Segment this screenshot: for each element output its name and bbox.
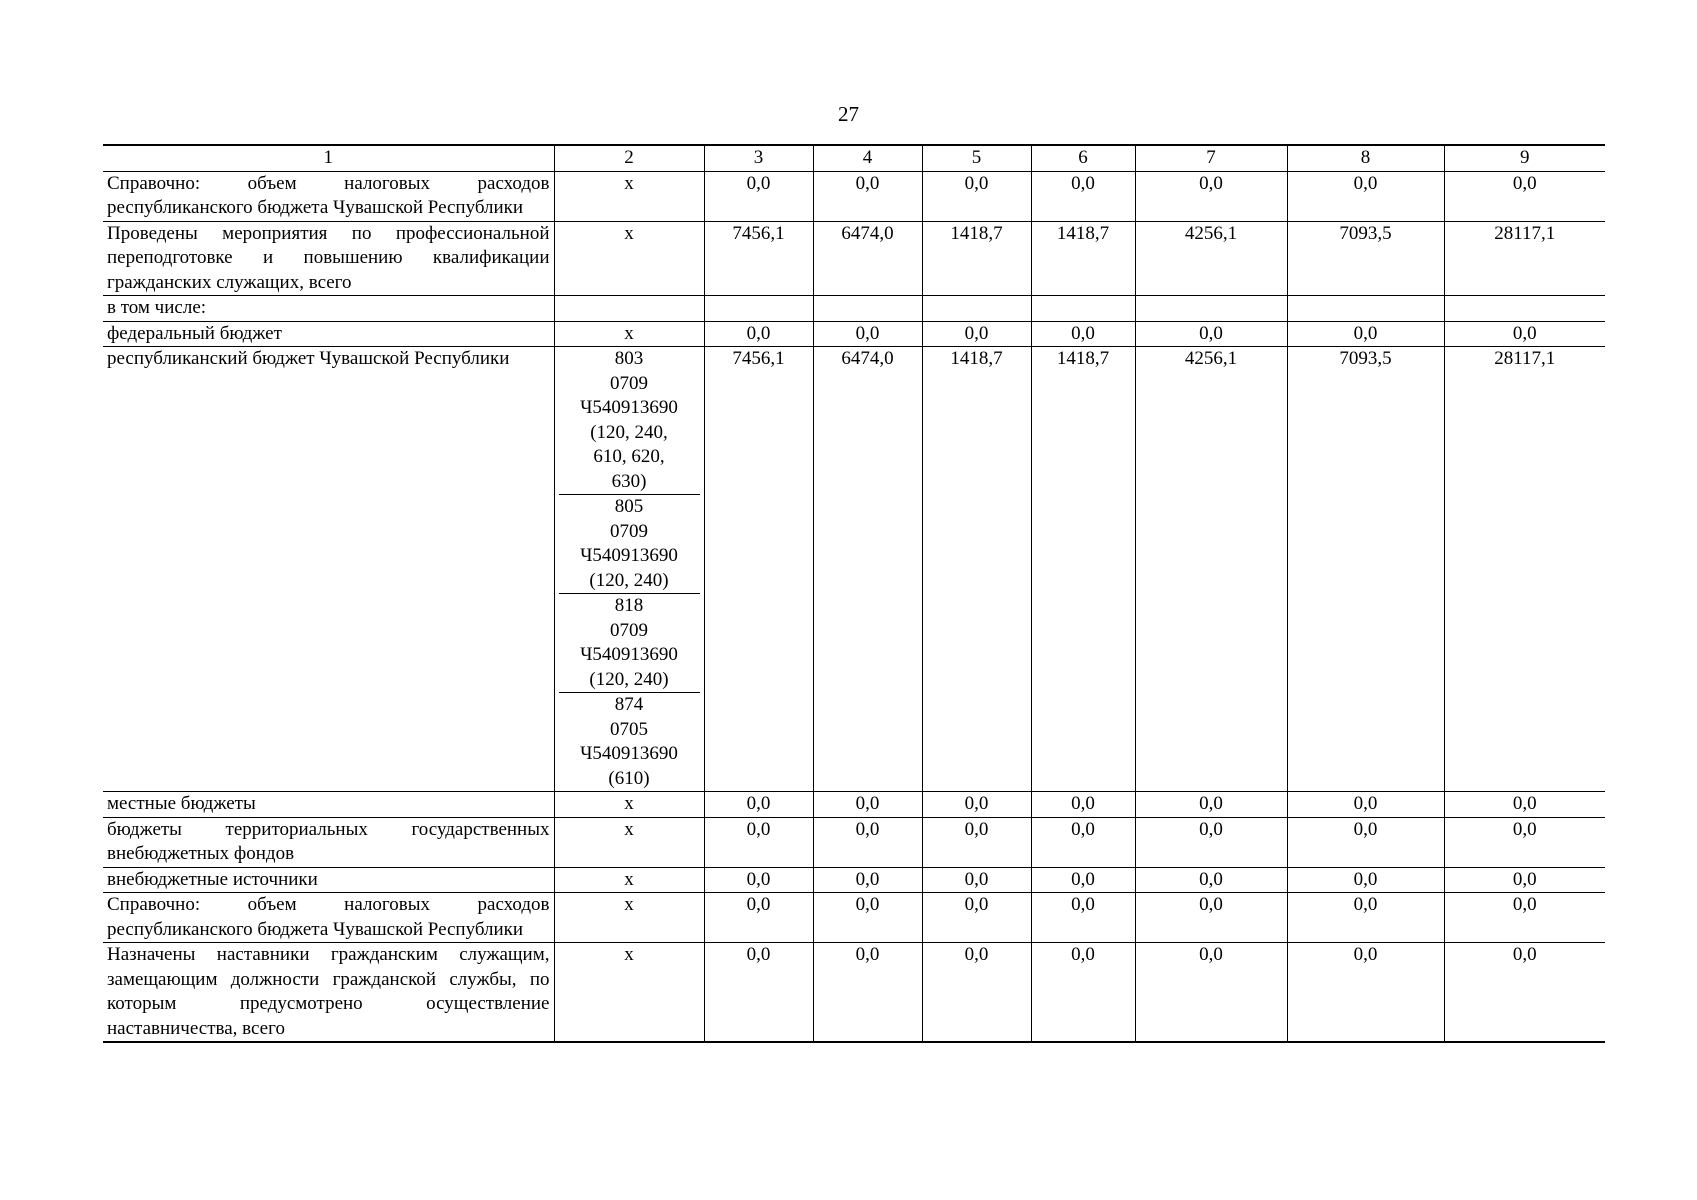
budget-code-line: 0709 [610,372,648,394]
value-cell: 0,0 [1031,817,1135,867]
value-cell: 0,0 [1135,792,1287,818]
page-number: 27 [838,102,859,126]
value-cell [704,296,813,322]
column-number: 5 [922,145,1031,171]
value-cell: 0,0 [1135,171,1287,221]
column-number: 7 [1135,145,1287,171]
value-cell: 28117,1 [1444,221,1605,296]
table-row [103,296,1605,322]
value-cell [1031,296,1135,322]
row-label: местные бюджеты [103,792,554,818]
value-cell: 0,0 [813,893,922,943]
table-row [103,943,1605,1043]
table-row [103,792,1605,818]
value-cell: 7456,1 [704,347,813,792]
value-cell [1287,296,1444,322]
budget-code-block [559,693,700,791]
budget-code: x [554,171,704,221]
value-cell: 0,0 [1031,893,1135,943]
value-cell: 0,0 [1287,943,1444,1043]
budget-code-line: Ч540913690 [580,644,678,665]
budget-code-line: 803 [614,348,644,369]
budget-code-line: 0709 [610,520,648,542]
table-row [103,321,1605,347]
column-number: 2 [554,145,704,171]
table-row [103,817,1605,867]
row-label: федеральный бюджет [103,321,554,347]
value-cell: 0,0 [1287,792,1444,818]
budget-code-line: 0705 [610,718,648,740]
value-cell: 7093,5 [1287,221,1444,296]
value-cell: 4256,1 [1135,347,1287,792]
budget-code-line: 805 [614,496,644,517]
row-label: бюджеты территориальных государственных внебюджетных фондов [103,817,554,867]
value-cell: 0,0 [704,817,813,867]
value-cell [813,296,922,322]
row-label: Проведены мероприятия по профессиональной переподготовке и повышению квалификации гражданских служащих, всего [103,221,554,296]
value-cell [1444,296,1605,322]
table-row [103,221,1605,296]
value-cell: 0,0 [813,171,922,221]
budget-code: x [554,867,704,893]
budget-code-block [559,594,700,693]
column-number: 4 [813,145,922,171]
value-cell: 7456,1 [704,221,813,296]
value-cell: 0,0 [704,321,813,347]
row-label: Назначены наставники гражданским служащим, замещающим должности гражданской службы, по которым предусмотрено осуществление наставничества, всего [103,943,554,1043]
value-cell: 0,0 [922,817,1031,867]
budget-code-line: 0709 [610,619,648,641]
column-number: 9 [1444,145,1605,171]
value-cell: 0,0 [1031,321,1135,347]
budget-code-line: (120, 240, [590,421,668,443]
row-label: в том числе: [103,296,554,322]
budget-code-line: Ч540913690 [580,743,678,764]
value-cell: 0,0 [1135,867,1287,893]
table-row [103,893,1605,943]
value-cell: 0,0 [704,171,813,221]
value-cell: 0,0 [1444,943,1605,1043]
value-cell: 0,0 [1031,867,1135,893]
column-number: 8 [1287,145,1444,171]
row-label: Справочно: объем налоговых расходов республиканского бюджета Чувашской Республики [103,893,554,943]
budget-code-line: (610) [608,767,650,789]
budget-code-line: 818 [614,595,644,616]
value-cell: 0,0 [922,792,1031,818]
budget-code [554,296,704,322]
budget-code-line: 630) [611,470,647,492]
table-row [103,867,1605,893]
value-cell: 1418,7 [1031,347,1135,792]
budget-code-block [559,347,700,495]
value-cell: 0,0 [922,867,1031,893]
budget-code-group [554,347,704,792]
value-cell: 0,0 [922,171,1031,221]
budget-code: x [554,792,704,818]
value-cell: 0,0 [1135,817,1287,867]
value-cell: 0,0 [1444,792,1605,818]
value-cell: 0,0 [1031,792,1135,818]
budget-code-line: (120, 240) [589,569,669,591]
value-cell: 0,0 [922,321,1031,347]
row-label: Справочно: объем налоговых расходов республиканского бюджета Чувашской Республики [103,171,554,221]
table-row [103,347,1605,792]
budget-table [103,144,1605,1043]
value-cell: 1418,7 [922,221,1031,296]
budget-code: x [554,321,704,347]
budget-code: x [554,817,704,867]
value-cell: 6474,0 [813,221,922,296]
value-cell: 0,0 [1135,943,1287,1043]
value-cell: 7093,5 [1287,347,1444,792]
budget-code-line: Ч540913690 [580,545,678,566]
value-cell: 28117,1 [1444,347,1605,792]
value-cell: 0,0 [1287,817,1444,867]
row-label: внебюджетные источники [103,867,554,893]
budget-code-line: 610, 620, [593,446,665,467]
budget-code: x [554,943,704,1043]
budget-code-block [559,495,700,594]
budget-code-line: (120, 240) [589,668,669,690]
value-cell: 0,0 [1287,867,1444,893]
budget-code: x [554,893,704,943]
table-header-row [103,145,1605,171]
value-cell: 0,0 [1444,893,1605,943]
value-cell: 1418,7 [922,347,1031,792]
value-cell: 0,0 [704,867,813,893]
column-number: 6 [1031,145,1135,171]
budget-code-line: 874 [614,694,644,715]
value-cell: 4256,1 [1135,221,1287,296]
value-cell: 0,0 [1444,817,1605,867]
value-cell: 0,0 [1031,943,1135,1043]
budget-code-line: Ч540913690 [580,397,678,418]
value-cell: 0,0 [922,943,1031,1043]
value-cell: 0,0 [704,943,813,1043]
value-cell: 0,0 [1135,321,1287,347]
value-cell: 0,0 [1287,893,1444,943]
value-cell: 0,0 [922,893,1031,943]
table-row [103,171,1605,221]
value-cell: 0,0 [813,792,922,818]
column-number: 3 [704,145,813,171]
column-number: 1 [103,145,554,171]
value-cell: 0,0 [1444,867,1605,893]
value-cell: 0,0 [813,321,922,347]
value-cell [1135,296,1287,322]
budget-code: x [554,221,704,296]
value-cell: 0,0 [1287,171,1444,221]
value-cell: 6474,0 [813,347,922,792]
value-cell: 0,0 [813,867,922,893]
value-cell: 0,0 [1135,893,1287,943]
value-cell: 0,0 [704,893,813,943]
value-cell: 0,0 [1287,321,1444,347]
value-cell: 0,0 [1444,321,1605,347]
row-label: республиканский бюджет Чувашской Республики [103,347,554,792]
value-cell: 0,0 [1031,171,1135,221]
value-cell: 1418,7 [1031,221,1135,296]
value-cell: 0,0 [1444,171,1605,221]
value-cell [922,296,1031,322]
value-cell: 0,0 [704,792,813,818]
value-cell: 0,0 [813,817,922,867]
value-cell: 0,0 [813,943,922,1043]
